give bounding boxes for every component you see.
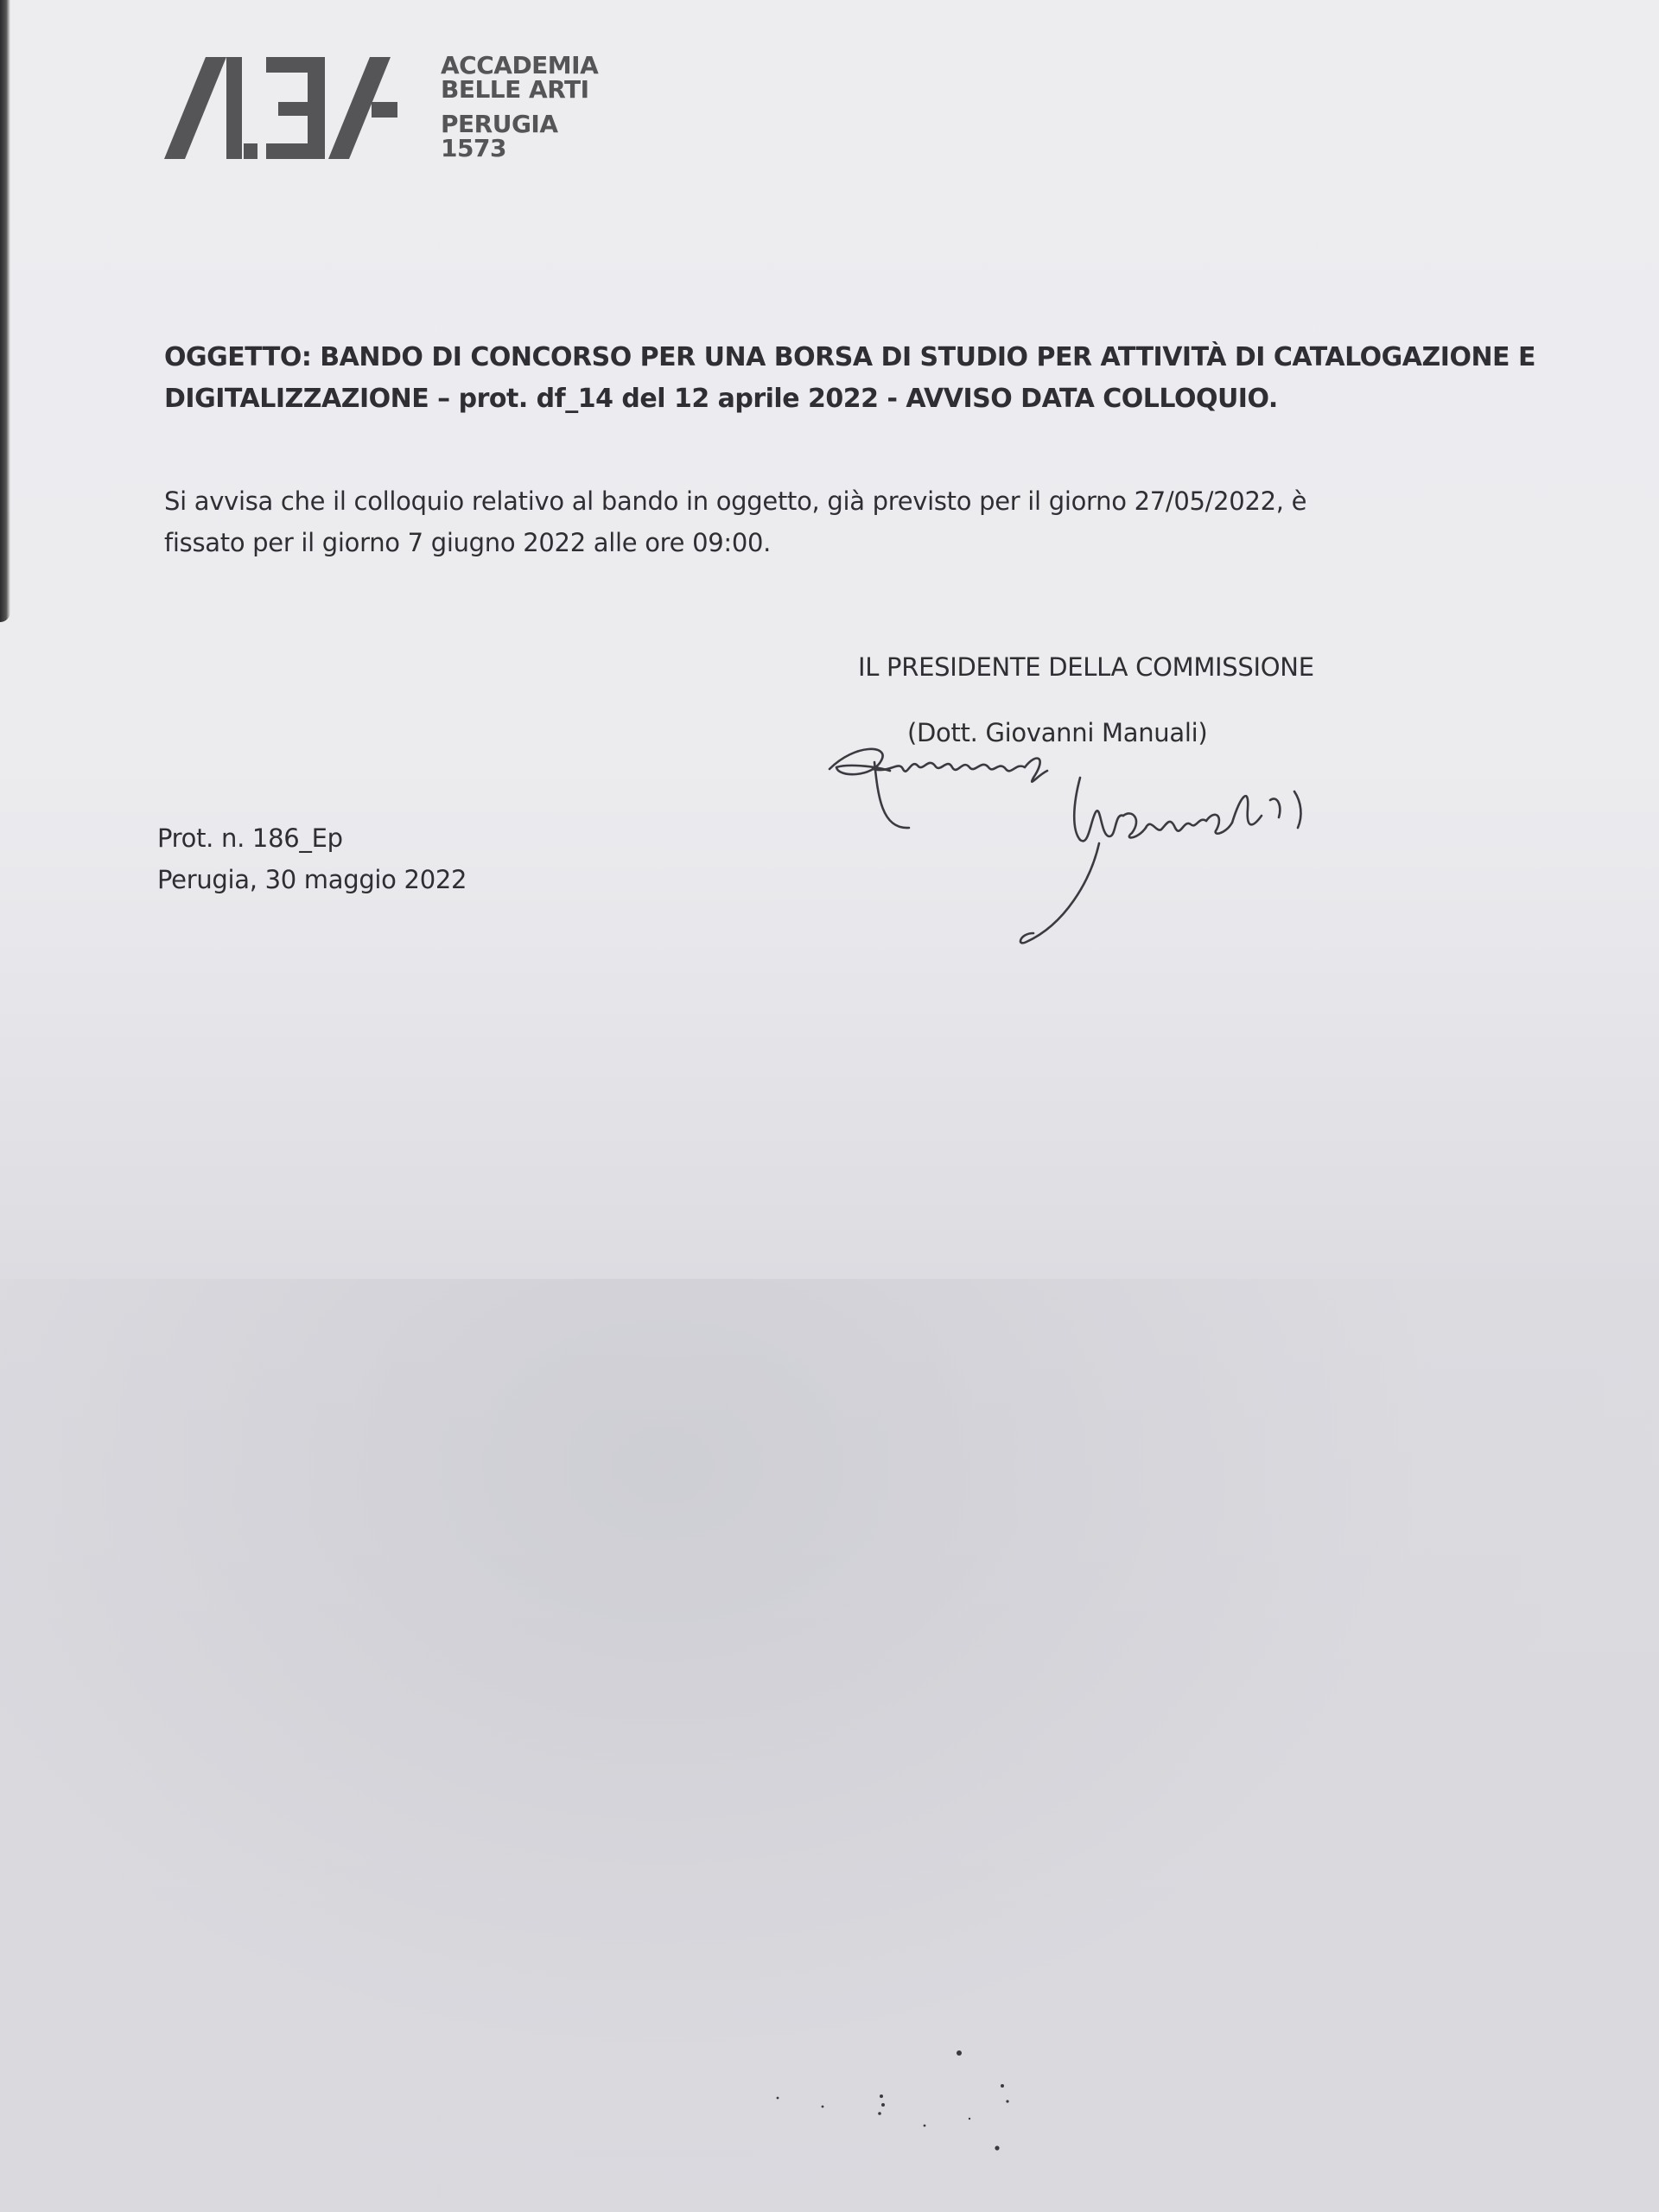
logo-line-2: BELLE ARTI: [441, 75, 589, 104]
logo-line-1: ACCADEMIA: [441, 51, 599, 79]
place-and-date: Perugia, 30 maggio 2022: [157, 865, 467, 894]
notice-line-1: Si avvisa che il colloquio relativo al bando in oggetto, già previsto per il giorno 27/05/2022, è: [164, 486, 1307, 516]
notice-line-2: fissato per il giorno 7 giugno 2022 alle ore 09:00.: [164, 528, 772, 557]
subject-line-2: DIGITALIZZAZIONE – prot. df_14 del 12 aprile 2022 - AVVISO DATA COLLOQUIO.: [164, 384, 1278, 414]
academy-name: [441, 51, 599, 162]
subject-block: [164, 337, 1535, 420]
subject-line-1: OGGETTO: BANDO DI CONCORSO PER UNA BORSA DI STUDIO PER ATTIVITÀ DI CATALOGAZIONE E: [164, 342, 1535, 372]
logo-line-3: PERUGIA: [441, 110, 558, 138]
footer-block: [157, 817, 467, 900]
paper-edge: [0, 0, 10, 622]
signer-name: (Dott. Giovanni Manuali): [907, 718, 1208, 747]
logo-line-4: 1573: [441, 134, 506, 162]
protocol-number: Prot. n. 186_Ep: [157, 823, 343, 853]
academy-logo: [164, 51, 613, 166]
aba-logo-mark: [164, 54, 415, 162]
paper-specks: [743, 2022, 1037, 2160]
signer-title: IL PRESIDENTE DELLA COMMISSIONE: [858, 652, 1314, 682]
notice-paragraph: [164, 480, 1306, 563]
handwritten-signature: [821, 726, 1374, 959]
